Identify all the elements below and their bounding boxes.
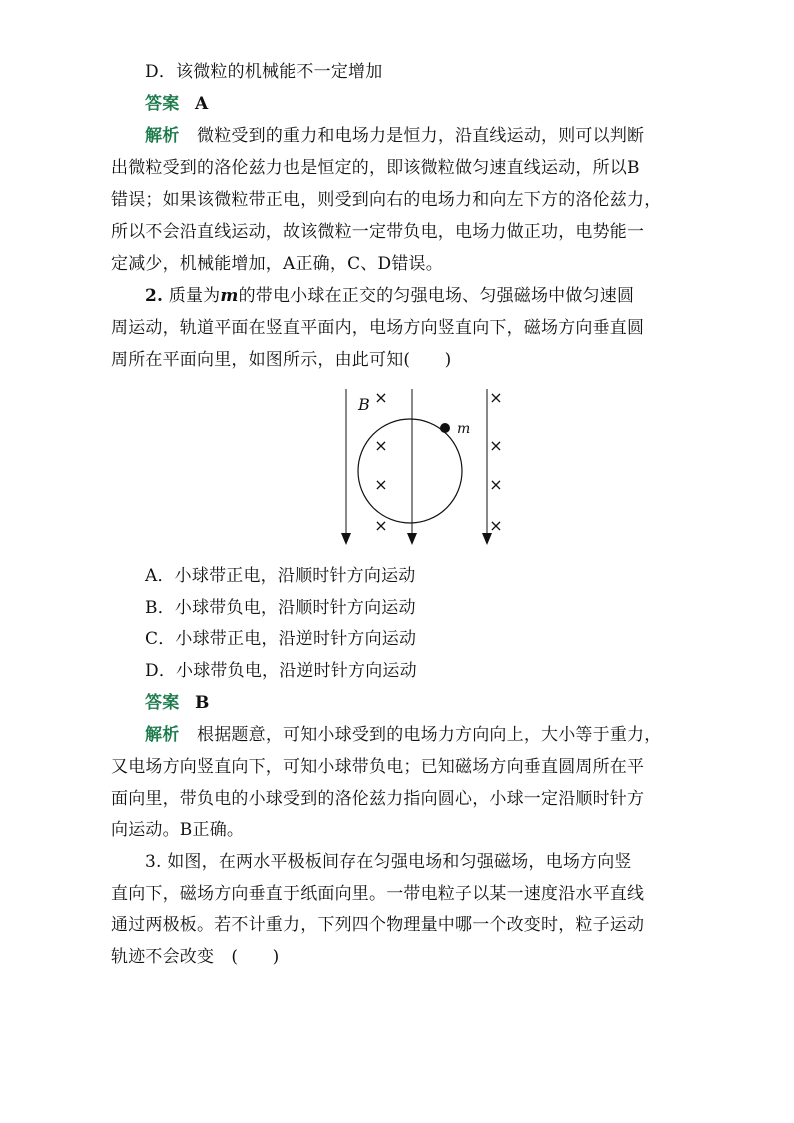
- answer-label: 答案: [145, 693, 180, 713]
- option-b: B．小球带负电，沿顺时针方向运动: [145, 598, 416, 618]
- question2-stem-line: 周运动，轨道平面在竖直平面内，电场方向竖直向下，磁场方向垂直圆: [111, 318, 645, 338]
- analysis-text-line: 向运动。B正确。: [111, 820, 245, 840]
- particle-dot: [440, 423, 450, 433]
- analysis-text-line: 错误；如果该微粒带正电，则受到向右的电场力和向左下方的洛伦兹力，: [111, 190, 662, 210]
- analysis-row-prev: [145, 126, 725, 146]
- analysis-text-line: 面向里，带负电的小球受到的洛伦兹力指向圆心，小球一定沿顺时针方: [111, 789, 645, 809]
- cross-icon: ×: [374, 475, 388, 494]
- option-d-prev: D．该微粒的机械能不一定增加: [145, 62, 383, 82]
- question-number: 2.: [145, 286, 164, 306]
- analysis-text-line: 定减少，机械能增加，A正确，C、D错误。: [111, 254, 443, 274]
- answer-row: [145, 693, 725, 713]
- cross-icon: ×: [489, 436, 503, 455]
- question3-stem-line: 3. 如图，在两水平极板间存在匀强电场和匀强磁场，电场方向竖: [145, 852, 632, 872]
- cross-icon: ×: [374, 388, 388, 407]
- analysis-text-line: 出微粒受到的洛伦兹力也是恒定的，即该微粒做匀速直线运动，所以B: [111, 158, 640, 178]
- question3-stem-line: 直向下，磁场方向垂直于纸面向里。一带电粒子以某一速度沿水平直线: [111, 884, 645, 904]
- cross-icon: ×: [489, 475, 503, 494]
- analysis-row: [145, 725, 725, 745]
- mass-symbol: m: [220, 286, 239, 306]
- arrow-head-icon: [407, 533, 417, 545]
- answer-value: B: [195, 693, 210, 713]
- analysis-text-line: 所以不会沿直线运动，故该微粒一定带负电，电场力做正功，电势能一: [111, 222, 645, 242]
- analysis-label: 解析: [145, 126, 180, 146]
- answer-row-prev: [145, 94, 725, 114]
- analysis-label: 解析: [145, 725, 180, 745]
- label-m: m: [457, 421, 471, 437]
- question2-stem-line: [145, 286, 725, 306]
- cross-icon: ×: [489, 516, 503, 535]
- label-B: B: [358, 395, 370, 414]
- option-d: D．小球带负电，沿逆时针方向运动: [145, 661, 417, 681]
- circular-orbit: [358, 419, 462, 523]
- question3-stem-line: 通过两极板。若不计重力，下列四个物理量中哪一个改变时，粒子运动: [111, 915, 645, 935]
- cross-icon: ×: [374, 436, 388, 455]
- field-diagram: [338, 383, 506, 555]
- option-a: A．小球带正电，沿顺时针方向运动: [145, 566, 416, 586]
- question3-stem-line: 轨迹不会改变 ( ): [111, 947, 280, 967]
- option-c: C．小球带正电，沿逆时针方向运动: [145, 629, 417, 649]
- stem-text: 质量为: [168, 286, 221, 306]
- analysis-text-line: 根据题意，可知小球受到的电场力方向向上，大小等于重力，: [197, 725, 662, 745]
- analysis-text-line: 微粒受到的重力和电场力是恒力，沿直线运动，则可以判断: [197, 126, 645, 146]
- question2-stem-line: 周所在平面向里，如图所示，由此可知( ): [111, 350, 452, 370]
- stem-text: 的带电小球在正交的匀强电场、匀强磁场中做匀速圆: [238, 286, 635, 306]
- cross-icon: ×: [489, 388, 503, 407]
- arrow-head-icon: [341, 533, 351, 545]
- answer-label: 答案: [145, 94, 180, 114]
- analysis-text-line: 又电场方向竖直向下，可知小球带负电；已知磁场方向垂直圆周所在平: [111, 757, 645, 777]
- answer-value: A: [195, 94, 209, 114]
- cross-icon: ×: [374, 516, 388, 535]
